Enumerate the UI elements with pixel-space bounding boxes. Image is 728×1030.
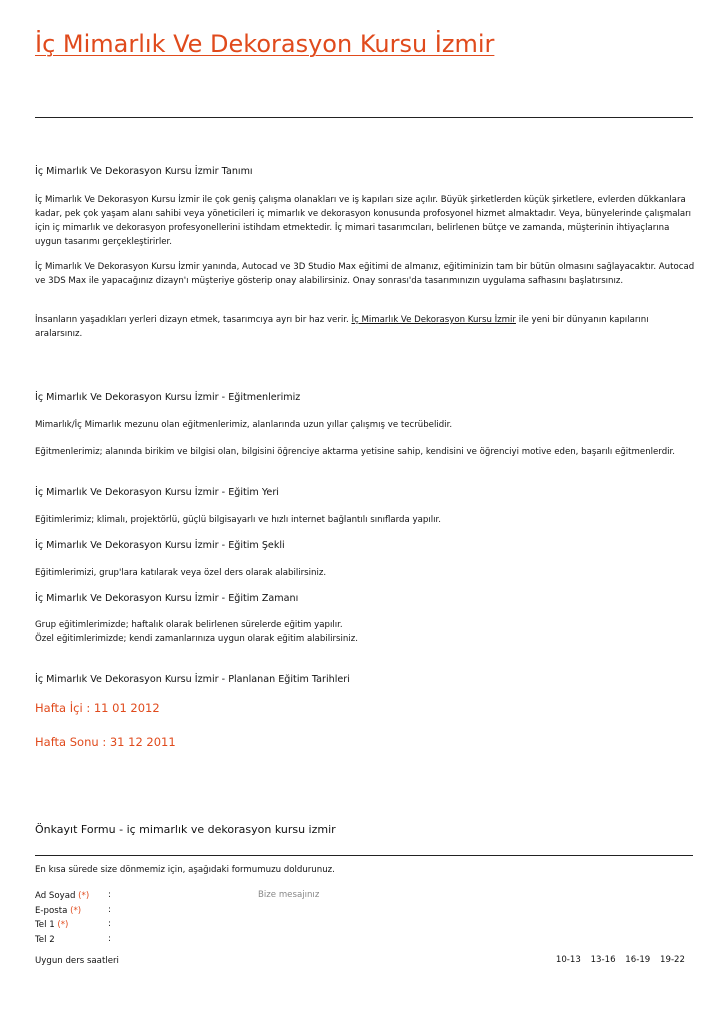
timing-paragraph-2: Özel eğitimlerimizde; kendi zamanlarınıza uygun olarak eğitim alabilirsiniz. xyxy=(35,634,358,644)
tel2-colon: : xyxy=(108,934,111,944)
tel1-field-label xyxy=(35,919,68,932)
weekend-date: Hafta Sonu : 31 12 2011 xyxy=(35,735,176,749)
email-field-label xyxy=(35,905,81,918)
form-title: Önkayıt Formu - iç mimarlık ve dekorasyon kursu izmir xyxy=(35,823,336,836)
format-heading: İç Mimarlık Ve Dekorasyon Kursu İzmir - Eğitim Şekli xyxy=(35,540,285,551)
definition-paragraph-1: İç Mimarlık Ve Dekorasyon Kursu İzmir ile çok geniş çalışma olanakları ve iş kapıları size açılır. Büyük şirketlerden küçük şirketlere, evlerden dükkanlara kadar, pek çok yaşam alanı sahibi veya yöneticileri iç mimarlık ve dekorasyon konusunda profosyonel hizmet almaktadır. Veya, bünyelerinde çalışmaları için iç mimarlık ve dekorasyon profesyonellerini istihdam etmektedir. İç mimari tasarımcıları, belirlenen bütçe ve zamanda, müşterinin ihtiyaçlarına uygun tasarımı gerçekleştirirler. xyxy=(35,195,692,247)
location-paragraph: Eğitimlerimiz; klimalı, projektörlü, güçlü bilgisayarlı ve hızlı internet bağlantılı sınıflarda yapılır. xyxy=(35,515,441,525)
hours-option[interactable]: 13-16 xyxy=(590,955,616,965)
definition-paragraph-3-start: İnsanların yaşadıkları yerleri dizayn etmek, tasarımcıya ayrı bir haz verir. xyxy=(35,315,352,325)
course-link[interactable]: İç Mimarlık Ve Dekorasyon Kursu İzmir xyxy=(351,315,516,325)
instructors-paragraph-1: Mimarlık/İç Mimarlık mezunu olan eğitmenlerimiz, alanlarında uzun yıllar çalışmış ve tecrübelidir. xyxy=(35,420,453,430)
tel1-label: Tel 1 xyxy=(35,920,55,930)
hours-option[interactable]: 16-19 xyxy=(625,955,651,965)
form-divider xyxy=(35,855,693,856)
format-paragraph: Eğitimlerimizi, grup'lara katılarak veya özel ders olarak alabilirsiniz. xyxy=(35,568,327,578)
tel1-colon: : xyxy=(108,919,111,929)
tel2-label: Tel 2 xyxy=(35,935,55,945)
timing-paragraph-1: Grup eğitimlerimizde; haftalık olarak belirlenen sürelerde eğitim yapılır. xyxy=(35,620,343,630)
page-title: İç Mimarlık Ve Dekorasyon Kursu İzmir xyxy=(35,30,495,58)
definition-paragraph-3-end: ile yeni bir dünyanın kapılarını aralarsınız. xyxy=(35,315,649,339)
schedule-heading: İç Mimarlık Ve Dekorasyon Kursu İzmir - Planlanan Eğitim Tarihleri xyxy=(35,674,350,685)
definition-heading: İç Mimarlık Ve Dekorasyon Kursu İzmir Tanımı xyxy=(35,166,253,177)
hours-option[interactable]: 10-13 xyxy=(555,955,581,965)
form-intro: En kısa sürede size dönmemiz için, aşağıdaki formumuzu doldurunuz. xyxy=(35,865,335,875)
hours-options xyxy=(549,955,685,965)
tel2-field-label xyxy=(35,934,55,947)
location-heading: İç Mimarlık Ve Dekorasyon Kursu İzmir - Eğitim Yeri xyxy=(35,487,279,498)
hours-option[interactable]: 19-22 xyxy=(660,955,685,965)
required-mark: (*) xyxy=(70,906,82,916)
timing-heading: İç Mimarlık Ve Dekorasyon Kursu İzmir - Eğitim Zamanı xyxy=(35,593,299,604)
required-mark: (*) xyxy=(57,920,69,930)
name-colon: : xyxy=(108,890,111,900)
title-divider xyxy=(35,117,693,118)
instructors-paragraph-2: Eğitmenlerimiz; alanında birikim ve bilgisi olan, bilgisini öğrenciye aktarma yetisine sahip, kendisini ve öğrenciyi motive eden, başarılı eğitmenlerdir. xyxy=(35,447,676,457)
hours-label: Uygun ders saatleri xyxy=(35,956,119,966)
email-label: E-posta xyxy=(35,906,68,916)
required-mark: (*) xyxy=(78,891,90,901)
weekday-date: Hafta İçi : 11 01 2012 xyxy=(35,701,160,715)
email-colon: : xyxy=(108,905,111,915)
name-field-label xyxy=(35,890,89,903)
definition-paragraph-2: İç Mimarlık Ve Dekorasyon Kursu İzmir yanında, Autocad ve 3D Studio Max eğitimi de almanız, eğitiminizin tam bir bütün olmasını sağlayacaktır. Autocad ve 3DS Max ile yapacağınız dizayn'ı müşteriye gösterip onay alabilirsiniz. Onay sonrası'da tasarımınızın uygulama safhasını başlatırsınız. xyxy=(35,262,695,286)
instructors-heading: İç Mimarlık Ve Dekorasyon Kursu İzmir - Eğitmenlerimiz xyxy=(35,392,301,403)
definition-paragraph-3 xyxy=(35,313,695,341)
name-label: Ad Soyad xyxy=(35,891,76,901)
message-textarea[interactable]: Bize mesajınız xyxy=(258,890,320,900)
